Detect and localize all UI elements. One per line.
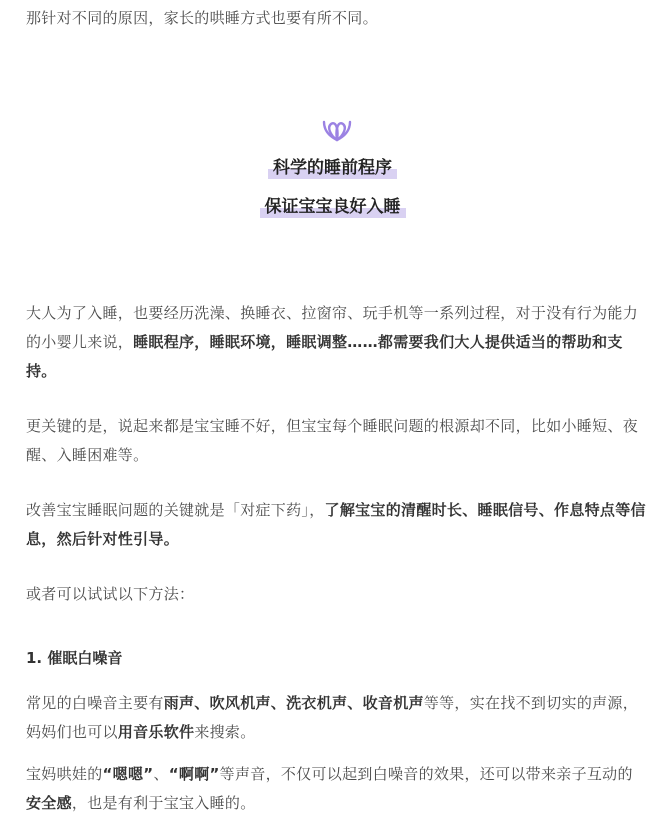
section-title-line-1: [0, 157, 665, 179]
body-paragraph-4: 或者可以试试以下方法：: [26, 585, 195, 603]
section-title-highlight: 科学的睡前程序: [268, 157, 397, 179]
bold-emphasis: “啊啊”: [168, 765, 220, 783]
section-title-highlight: 保证宝宝良好入睡: [260, 196, 406, 218]
loop-ornament-icon: [320, 119, 354, 143]
body-paragraph-5: 常见的白噪音主要有雨声、吹风机声、洗衣机声、收音机声等等，实在找不到切实的声源，妈妈们也可以用音乐软件来搜索。: [26, 694, 639, 741]
bold-emphasis: “嗯嗯”: [102, 765, 154, 783]
bold-emphasis: 了解宝宝的清醒时长、睡眠信号、作息特点等信息，然后针对性引导。: [26, 501, 646, 548]
body-paragraph-1: 大人为了入睡，也要经历洗澡、换睡衣、拉窗帘、玩手机等一系列过程，对于没有行为能力的小婴儿来说，睡眠程序，睡眠环境，睡眠调整……都需要我们大人提供适当的帮助和支持。: [26, 304, 639, 380]
body-paragraph-3: 改善宝宝睡眠问题的关键就是「对症下药」，了解宝宝的清醒时长、睡眠信号、作息特点等信息，然后针对性引导。: [26, 501, 646, 548]
method-1-title: 1. 催眠白噪音: [26, 649, 123, 667]
section-title-line-2: [0, 196, 665, 218]
body-paragraph-6: 宝妈哄娃的“嗯嗯”、“啊啊”等声音，不仅可以起到白噪音的效果，还可以带来亲子互动的安全感，也是有利于宝宝入睡的。: [26, 765, 633, 812]
bold-emphasis: 睡眠程序，睡眠环境，睡眠调整……都需要我们大人提供适当的帮助和支持。: [26, 333, 623, 380]
bold-emphasis: 用音乐软件: [117, 723, 195, 741]
bold-emphasis: 雨声、吹风机声、洗衣机声、收音机声: [163, 694, 424, 712]
intro-paragraph: 那针对不同的原因，家长的哄睡方式也要有所不同。: [26, 9, 378, 27]
bold-emphasis: 安全感: [26, 794, 72, 812]
body-paragraph-2: 更关键的是，说起来都是宝宝睡不好，但宝宝每个睡眠问题的根源却不同，比如小睡短、夜醒、入睡困难等。: [26, 417, 639, 464]
